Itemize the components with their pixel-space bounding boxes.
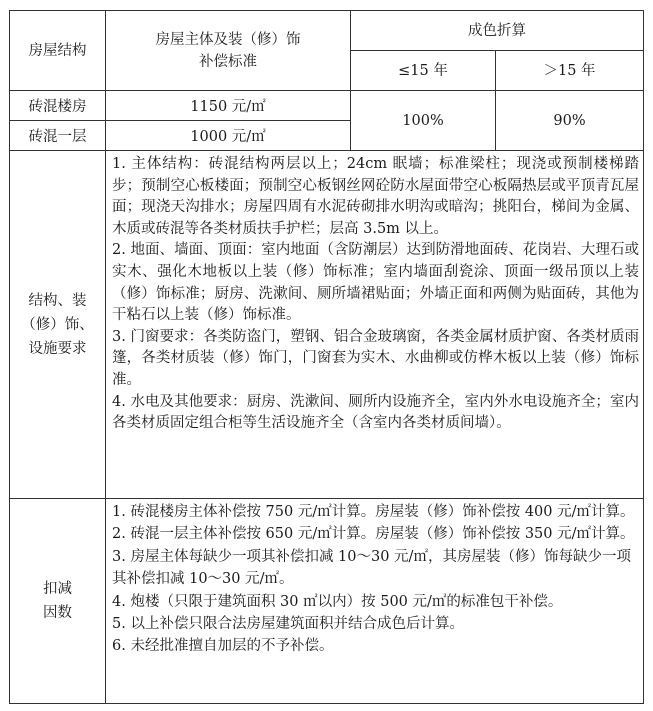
gt15-value: 90% (496, 91, 644, 151)
deductions-content (106, 499, 644, 704)
requirements-label-line1: 结构、装 (28, 292, 87, 309)
compensation-header (106, 11, 351, 91)
requirement-item: 4. 水电及其他要求：厨房、洗漱间、厕所内设施齐全，室内外水电设施齐全；室内各类材质固定组合柜等生活设施齐全（含室内各类材质间墙）。 (112, 393, 639, 432)
gt15-header (496, 51, 644, 91)
row-price: 1000 元/㎡ (106, 121, 351, 151)
deduction-item: 3. 房屋主体每缺少一项其补偿扣减 10～30 元/㎡，其房屋装（修）饰每缺少一项其补偿扣减 10～30 元/㎡。 (112, 548, 631, 588)
header-row-1 (10, 11, 644, 51)
deduction-item: 1. 砖混楼房主体补偿按 750 元/㎡计算。房屋装（修）饰补偿按 400 元/㎡计算。 (112, 504, 635, 520)
row-type: 砖混楼房 (10, 91, 106, 121)
requirement-item: 3. 门窗要求：各类防盗门，塑钢、铝合金玻璃窗，各类金属材质护窗、各类材质雨篷，各类材质装（修）饰门，门窗套为实木、水曲柳或仿桦木板以上装（修）饰标准。 (112, 328, 639, 388)
deductions-label-line1: 扣减 (43, 581, 72, 597)
requirements-content (106, 151, 644, 499)
requirements-label (10, 151, 106, 499)
deductions-row (10, 499, 644, 704)
compensation-header-line1: 房屋主体及装（修）饰 (155, 31, 301, 48)
deduction-item: 5. 以上补偿只限合法房屋建筑面积并结合成色后计算。 (112, 616, 464, 633)
structure-header (10, 11, 106, 91)
compensation-table (9, 10, 644, 704)
depreciation-header (351, 11, 644, 51)
deductions-label-line2: 因数 (43, 605, 72, 621)
requirements-label-line2: （修）饰、 (21, 316, 94, 333)
deduction-item: 4. 炮楼（只限于建筑面积 30 ㎡以内）按 500 元/㎡的标准包干补偿。 (112, 593, 563, 610)
row-type: 砖混一层 (10, 121, 106, 151)
le15-header-label: ≤15 年 (398, 62, 448, 79)
deductions-label (10, 499, 106, 704)
le15-header (351, 51, 496, 91)
le15-value: 100% (351, 91, 496, 151)
requirements-row (10, 151, 644, 499)
requirements-label-line3: 设施要求 (28, 340, 87, 357)
requirement-item: 2. 地面、墙面、顶面：室内地面（含防潮层）达到防滑地面砖、花岗岩、大理石或实木、强化木地板以上装（修）饰标准；室内墙面刮瓷涂、顶面一级吊顶以上装（修）饰标准；厨房、洗漱间、厕所墙裙贴面；外墙正面和两侧为贴面砖，其他为干粘石以上装（修）饰标准。 (112, 242, 639, 324)
gt15-header-label: ＞15 年 (543, 62, 596, 79)
requirement-item: 1. 主体结构：砖混结构两层以上；24cm 眠墙；标准梁柱；现浇或预制楼梯踏步；预制空心板楼面；预制空心板钢丝网砼防水屋面带空心板隔热层或平顶青瓦屋面；现浇天沟排水；房屋四周有水泥砖砌排水明沟或暗沟；挑阳台，梯间为金属、木质或砖混等各类材质扶手护栏；层高 3.5m 以上。 (112, 156, 639, 237)
compensation-header-line2: 补偿标准 (199, 53, 257, 70)
deduction-item: 6. 未经批准擅自加层的不予补偿。 (112, 638, 334, 655)
structure-header-label: 房屋结构 (28, 42, 87, 59)
depreciation-header-label: 成色折算 (468, 22, 526, 39)
table-row (10, 91, 644, 121)
row-price: 1150 元/㎡ (106, 91, 351, 121)
deduction-item: 2. 砖混一层主体补偿按 650 元/㎡计算。房屋装（修）饰补偿按 350 元/㎡计算。 (112, 526, 635, 543)
